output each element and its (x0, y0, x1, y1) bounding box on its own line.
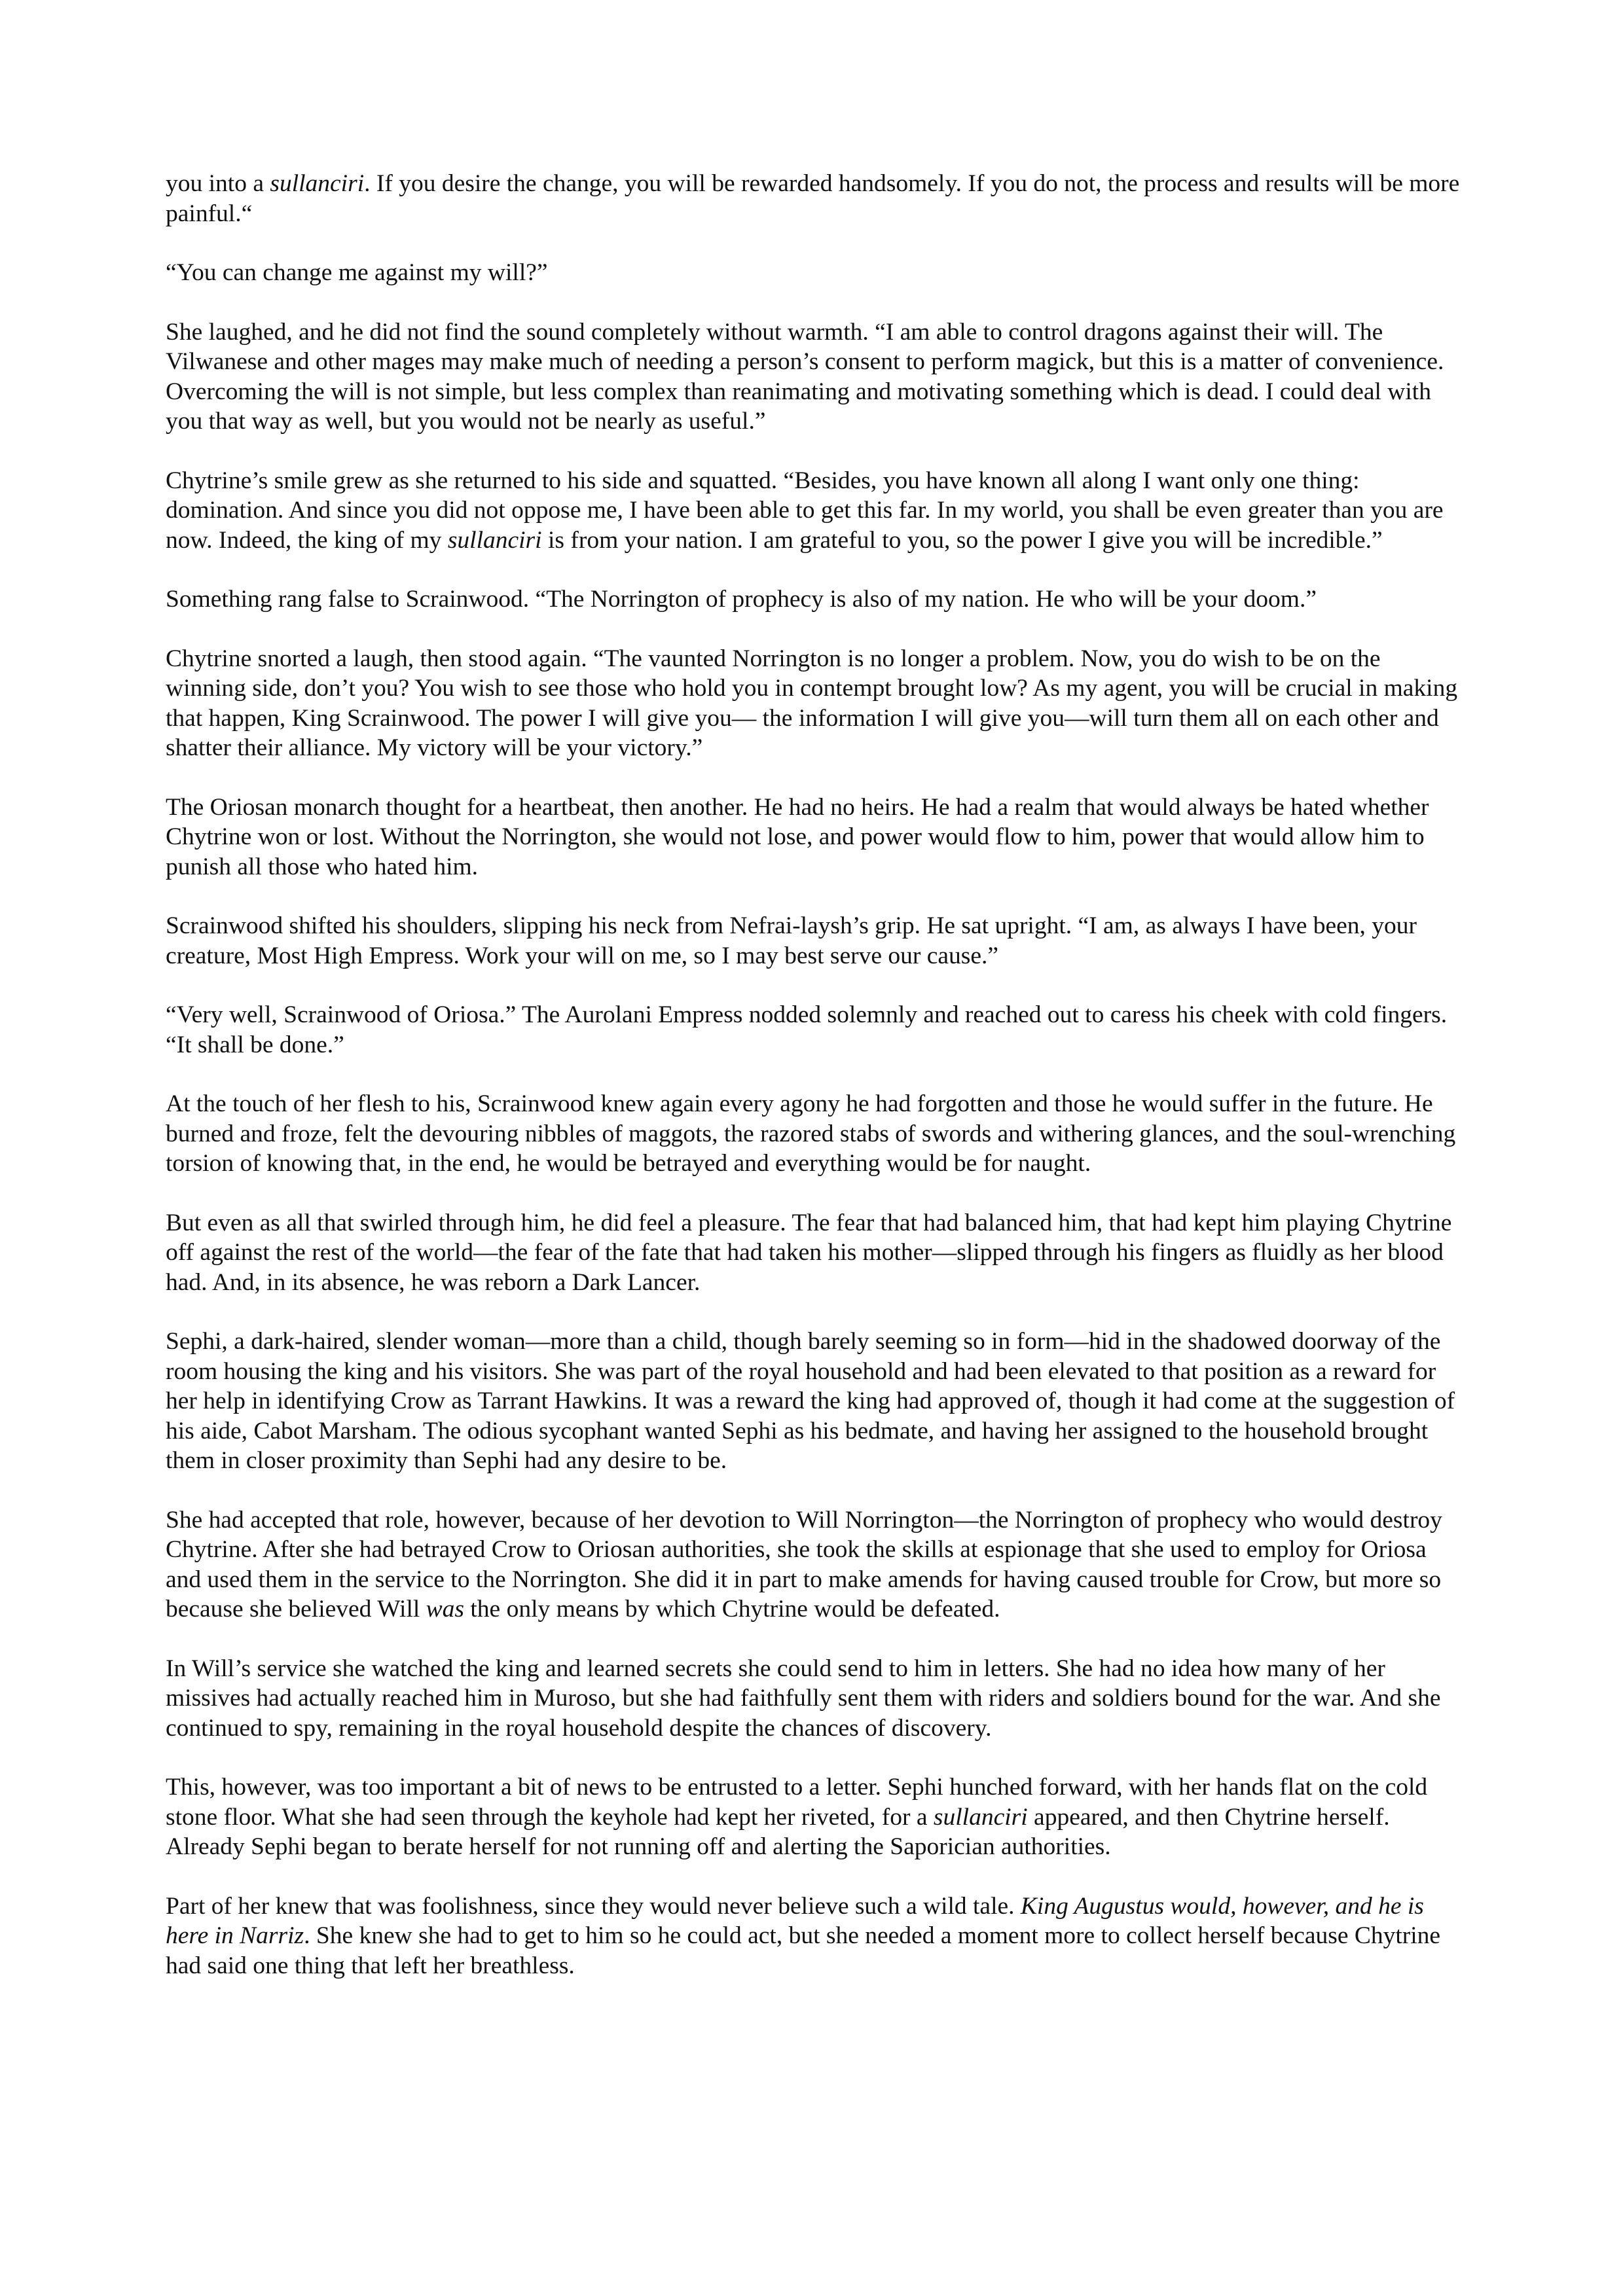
text-run: . If you desire the change, you will be rewarded handsomely. If you do not, the process and results will be more painful.“ (166, 170, 1460, 227)
document-page (166, 169, 1462, 2010)
text-run: The Oriosan monarch thought for a heartbeat, then another. He had no heirs. He had a realm that would always be hated whether Chytrine won or lost. Without the Norrington, she would not lose, and power would flow to him, power that would allow him to punish all those who hated him. (166, 793, 1429, 880)
text-run: you into a (166, 170, 270, 197)
text-run: Something rang false to Scrainwood. “The Norrington of prophecy is also of my nation. He who will be your doom.” (166, 586, 1317, 613)
paragraph-14 (166, 1654, 1462, 1744)
paragraph-1 (166, 169, 1462, 228)
text-run: . She knew she had to get to him so he could act, but she needed a moment more to collect herself because Chytrine had said one thing that left her breathless. (166, 1922, 1441, 1979)
text-run: In Will’s service she watched the king and learned secrets she could send to him in letters. She had no idea how many of her missives had actually reached him in Muroso, but she had faithfully sent them with riders and soldiers bound for the war. And she continued to spy, remaining in the royal household despite the chances of discovery. (166, 1655, 1441, 1742)
text-run: She had accepted that role, however, because of her devotion to Will Norrington—the Norrington of prophecy who would destroy Chytrine. After she had betrayed Crow to Oriosan authorities, she took the skills at espionage that she used to employ for Oriosa and used them in the service to the Norrington. She did it in part to make amends for having caused trouble for Crow, but more so because she believed Will (166, 1506, 1442, 1623)
paragraph-12 (166, 1327, 1462, 1476)
text-run: “You can change me against my will?” (166, 259, 548, 286)
paragraph-11 (166, 1208, 1462, 1298)
italic-text: sullanciri (933, 1803, 1028, 1831)
text-run: Scrainwood shifted his shoulders, slipping his neck from Nefrai-laysh’s grip. He sat upright. “I am, as always I have been, your creature, Most High Empress. Work your will on me, so I may best serve our cause.” (166, 912, 1417, 969)
text-run: appeared, and then Chytrine herself. Already Sephi began to berate herself for not running off and alerting the Saporician authorities. (166, 1803, 1390, 1860)
paragraph-2 (166, 258, 1462, 288)
italic-text: sullanciri (270, 170, 365, 197)
text-run: Chytrine snorted a laugh, then stood again. “The vaunted Norrington is no longer a problem. Now, you do wish to be on the winning side, don’t you? You wish to see those who hold you in contempt brought low? As my agent, you will be crucial in making that happen, King Scrainwood. The power I will give you— the information I will give you—will turn them all on each other and shatter their alliance. My victory will be your victory.” (166, 645, 1458, 761)
italic-text: sullanciri (447, 526, 542, 554)
text-run: But even as all that swirled through him, he did feel a pleasure. The fear that had balanced him, that had kept him playing Chytrine off against the rest of the world—the fear of the fate that had taken his mother—slipped through his fingers as fluidly as her blood had. And, in its absence, he was reborn a Dark Lancer. (166, 1209, 1452, 1296)
paragraph-4 (166, 466, 1462, 556)
text-run: “Very well, Scrainwood of Oriosa.” The Aurolani Empress nodded solemnly and reached out to caress his cheek with cold fingers. “It shall be done.” (166, 1001, 1448, 1058)
text-run: is from your nation. I am grateful to you, so the power I give you will be incredible.” (541, 526, 1383, 554)
paragraph-16 (166, 1892, 1462, 1981)
paragraph-10 (166, 1089, 1462, 1179)
paragraph-13 (166, 1505, 1462, 1624)
paragraph-6 (166, 644, 1462, 763)
paragraph-15 (166, 1772, 1462, 1862)
paragraph-9 (166, 1000, 1462, 1060)
paragraph-3 (166, 317, 1462, 437)
paragraph-7 (166, 793, 1462, 882)
text-run: Part of her knew that was foolishness, since they would never believe such a wild tale. (166, 1892, 1021, 1920)
text-run: Chytrine’s smile grew as she returned to his side and squatted. “Besides, you have known all along I want only one thing: domination. And since you did not oppose me, I have been able to get this far. In my world, you shall be even greater than you are now. Indeed, the king of my (166, 467, 1444, 554)
text-run: the only means by which Chytrine would be defeated. (464, 1596, 1000, 1623)
text-run: Sephi, a dark-haired, slender woman—more than a child, though barely seeming so in form—hid in the shadowed doorway of the room housing the king and his visitors. She was part of the royal household and had been elevated to that position as a reward for her help in identifying Crow as Tarrant Hawkins. It was a reward the king had approved of, though it had come at the suggestion of his aide, Cabot Marsham. The odious sycophant wanted Sephi as his bedmate, and having her assigned to the household brought them in closer proximity than Sephi had any desire to be. (166, 1328, 1455, 1474)
italic-text: King Augustus would, however, and he is here in Narriz (166, 1892, 1424, 1949)
paragraph-5 (166, 584, 1462, 615)
paragraph-8 (166, 911, 1462, 971)
text-run: This, however, was too important a bit of news to be entrusted to a letter. Sephi hunched forward, with her hands flat on the cold stone floor. What she had seen through the keyhole had kept her riveted, for a (166, 1774, 1428, 1831)
text-run: She laughed, and he did not find the sound completely without warmth. “I am able to control dragons against their will. The Vilwanese and other mages may make much of needing a person’s consent to perform magick, but this is a matter of convenience. Overcoming the will is not simple, but less complex than reanimating and motivating something which is dead. I could deal with you that way as well, but you would not be nearly as useful.” (166, 318, 1444, 435)
italic-text: was (426, 1596, 465, 1623)
text-run: At the touch of her flesh to his, Scrainwood knew again every agony he had forgotten and those he would suffer in the future. He burned and froze, felt the devouring nibbles of maggots, the razored stabs of swords and withering glances, and the soul-wrenching torsion of knowing that, in the end, he would be betrayed and everything would be for naught. (166, 1090, 1456, 1177)
